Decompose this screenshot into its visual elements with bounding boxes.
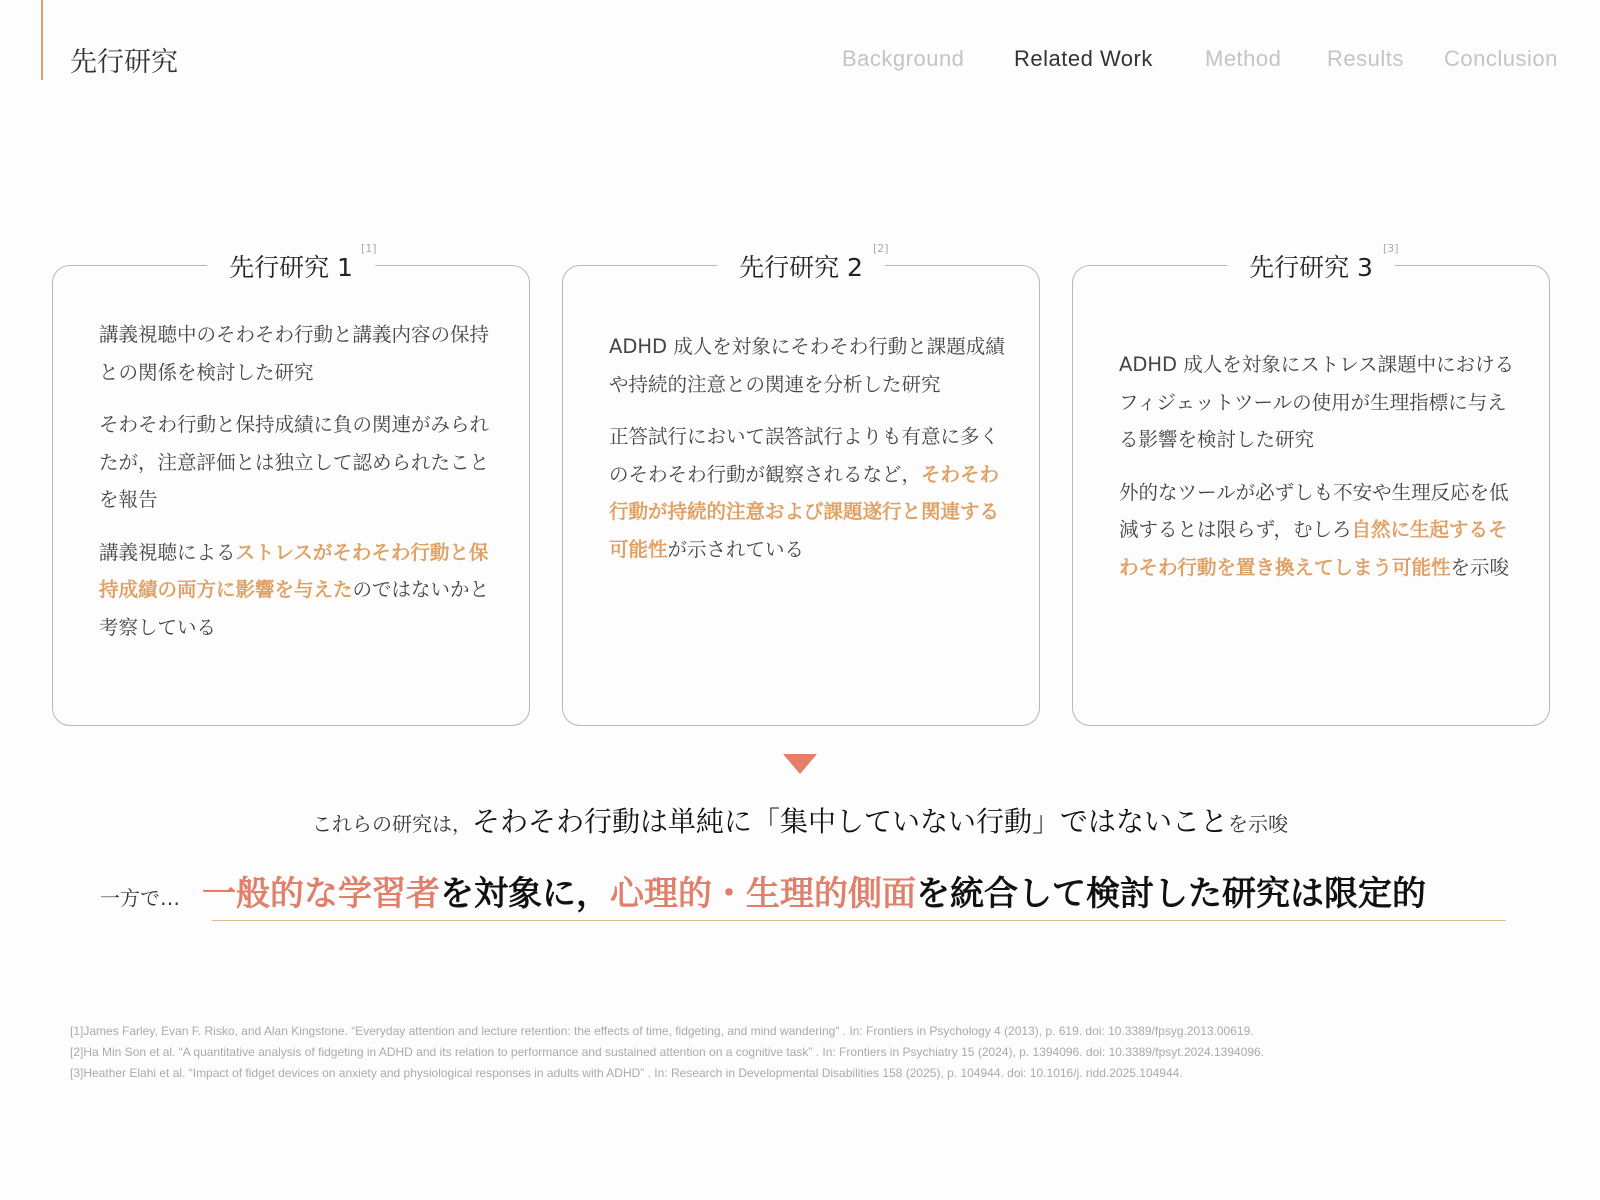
study-card-2 [562, 242, 1040, 726]
research-gap-line [100, 866, 1426, 915]
highlight-text: 自然に生起するそわそわ行動を置き換えてしまう可能性 [1119, 518, 1508, 579]
nav-conclusion[interactable]: Conclusion [1444, 46, 1558, 71]
card-title: 先行研究 2 [717, 248, 885, 284]
summary-text: ADHD 成人を対象にそわそわ行動と課題成績や持続的注意との関連を分析した研究 [609, 335, 1005, 396]
text: を対象に， [440, 874, 610, 914]
emphasis-text: 一般的な学習者 [202, 874, 440, 914]
down-triangle-icon [783, 754, 817, 774]
finding-text: そわそわ行動と保持成績に負の関連がみられたが，注意評価とは独立して認められたことを報告 [99, 413, 490, 511]
summary-text: ADHD 成人を対象にストレス課題中におけるフィジェットツールの使用が生理指標に与える影響を検討した研究 [1119, 353, 1515, 451]
reference-marker: [2] [873, 242, 889, 255]
card-body [99, 316, 499, 661]
reference-marker: [1] [361, 242, 377, 255]
text: 外的なツールが必ずしも不安や生理反応を低減するとは限らず，むしろ [1119, 480, 1509, 541]
card-body [609, 328, 1009, 583]
highlight-text: ストレスがそわそわ行動と保持成績の両方に影響を与えた [99, 540, 489, 601]
underline-divider [212, 920, 1506, 921]
emphasis-text: 心理的・生理的側面 [610, 874, 916, 914]
text: 講義視聴による [99, 540, 236, 564]
page-title: 先行研究 [70, 47, 178, 78]
nav-related-work[interactable]: Related Work [1014, 46, 1153, 71]
highlight-text: そわそわ行動が持続的注意および課題遂行と関連する可能性 [609, 462, 1000, 561]
nav-background[interactable]: Background [842, 46, 965, 71]
text: が示されている [667, 537, 805, 561]
footnote-1: [1]James Farley, Evan F. Risko, and Alan Kingstone. “Everyday attention and lecture retention: the effects of time, fidgeting, and mind wandering” . In: Frontiers in Psychology 4 (2013), p. 619. doi: 10.3389/fpsyg.2013.00619. [70, 1024, 1254, 1038]
discussion-text [99, 534, 499, 647]
nav-results[interactable]: Results [1327, 46, 1404, 71]
card-body [1119, 346, 1519, 601]
text: のではないかと考察している [99, 578, 490, 639]
footnote-3: [3]Heather Elahi et al. “Impact of fidget devices on anxiety and physiological responses in adults with ADHD” . In: Research in Developmental Disabilities 158 (2025), p. 104944. doi: 10.1016/j. ridd.2025.104944. [70, 1066, 1183, 1080]
reference-marker: [3] [1383, 242, 1399, 255]
finding-text [609, 418, 1009, 568]
study-card-1 [52, 242, 530, 726]
study-card-3 [1072, 242, 1550, 726]
finding-text [1119, 474, 1519, 587]
text: 正答試行において誤答試行よりも有意に多くのそわそわ行動が観察されるなど， [609, 425, 1000, 486]
footnote-2: [2]Ha Min Son et al. “A quantitative analysis of fidgeting in ADHD and its relation to performance and sustained attention on a cognitive task” . In: Frontiers in Psychiatry 15 (2024), p. 1394096. doi: 10.3389/fpsyt.2024.1394096. [70, 1045, 1265, 1059]
nav-method[interactable]: Method [1205, 46, 1282, 71]
text: を示唆 [1450, 555, 1510, 579]
card-title: 先行研究 3 [1227, 248, 1395, 284]
card-title: 先行研究 1 [207, 248, 375, 284]
key-statement: そわそわ行動は単純に「集中していない行動」ではないこと [471, 805, 1228, 838]
summary-text: 講義視聴中のそわそわ行動と講義内容の保持との関係を検討した研究 [99, 323, 490, 384]
text: を統合して検討した研究は限定的 [916, 874, 1426, 914]
summary-line [0, 800, 1600, 840]
text: 一方で… [100, 886, 180, 910]
text: を示唆 [1228, 812, 1288, 836]
text: これらの研究は， [311, 812, 472, 836]
accent-bar [41, 0, 43, 80]
